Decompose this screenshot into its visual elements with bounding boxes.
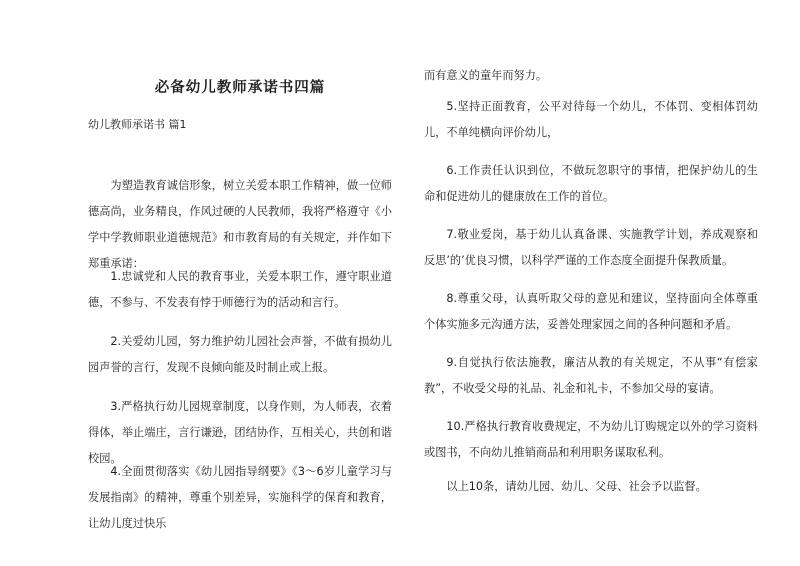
commitment-item-9: 9.自觉执行依法施教，廉洁从教的有关规定，不从事“有偿家教”，不收受父母的礼品、礼金和礼卡，不参加父母的宴请。 [424,356,758,395]
commitment-item-5: 5.坚持正面教育，公平对待每一个幼儿，不体罚、变相体罚幼儿，不单纯横向评价幼儿， [424,100,758,139]
commitment-item-3: 3.严格执行幼儿园规章制度，以身作则，为人师表，衣着得体，举止端庄，言行谦逊，团结协作，互相关心，共创和谐校园。 [88,400,392,465]
commitment-item-4: 4.全面贯彻落实《幼儿园指导纲要》《3～6岁儿童学习与发展指南》的精神，尊重个别差异，实施科学的保育和教育，让幼儿度过快乐 [88,465,392,530]
document-subtitle: 幼儿教师承诺书 篇1 [88,118,187,131]
commitment-item-8: 8.尊重父母，认真听取父母的意见和建议，坚持面向全体尊重个体实施多元沟通方法，妥善处理家园之间的各种问题和矛盾。 [424,292,758,331]
intro-paragraph: 为塑造教育诚信形象，树立关爱本职工作精神，做一位师德高尚，业务精良，作风过硬的人民教师，我将严格遵守《小学中学教师职业道德规范》和市教育局的有关规定，并作如下郑重承诺： [88,179,392,270]
commitment-item-7: 7.敬业爱岗，基于幼儿认真备课、实施教学计划，养成观察和反思’的’优良习惯，以科学严谨的工作态度全面提升保教质量。 [424,228,758,267]
continued-text: 而有意义的童年而努力。 [424,69,548,82]
commitment-item-1: 1.忠诚党和人民的教育事业，关爱本职工作，遵守职业道德，不参与、不发表有悖于师德行为的活动和言行。 [88,270,392,309]
commitment-item-2: 2.关爱幼儿园，努力维护幼儿园社会声誉，不做有损幼儿园声誉的言行，发现不良倾向能及时制止或上报。 [88,335,392,374]
closing-statement: 以上10条，请幼儿园、幼儿、父母、社会予以监督。 [446,480,707,493]
commitment-item-10: 10.严格执行教育收费规定，不为幼儿订购规定以外的学习资料或图书，不向幼儿推销商品和利用职务谋取私利。 [424,420,758,459]
commitment-item-6: 6.工作责任认识到位，不做玩忽职守的事情，把保护幼儿的生命和促进幼儿的健康放在工作的首位。 [424,164,758,203]
document-title: 必备幼儿教师承诺书四篇 [154,79,326,96]
